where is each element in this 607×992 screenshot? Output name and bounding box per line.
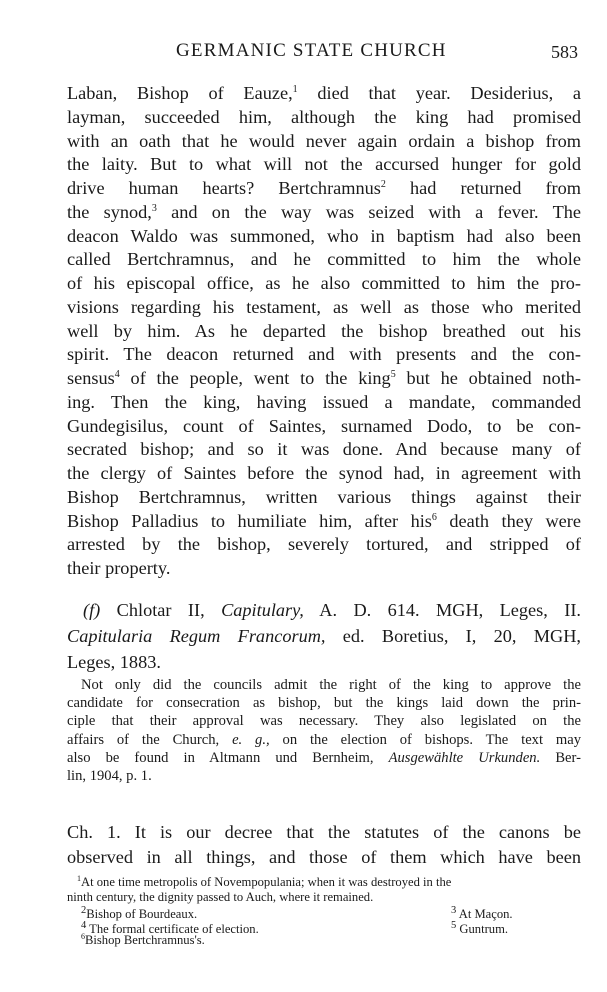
footnote-4: $^4$ The formal certificate of election.	[81, 919, 259, 936]
source-title: Capitularia Regum Francorum,	[67, 626, 326, 646]
footnote-ref[interactable]: 3	[151, 202, 157, 214]
text-line: visions regarding his testament, as well as those who merited	[67, 296, 581, 317]
text-line: drive human hearts? Bertchramnus$^2$ had returned from	[67, 178, 581, 198]
text-line: of his episcopal office, as he also committed to him the pro-	[67, 273, 581, 293]
text-line: layman, succeeded him, although the king had promised	[67, 106, 581, 127]
book-title: Ausgewählte Urkunden.	[388, 749, 541, 766]
footnote-5: $^5$ Guntrum.	[451, 919, 509, 936]
text-line: Bishop Palladius to humiliate him, after his$^6$ death they were	[67, 510, 581, 531]
intro-note	[67, 676, 581, 785]
footnotes	[67, 875, 581, 948]
body-paragraph	[67, 82, 581, 581]
text-line: Gundegisilus, count of Saintes, surnamed Dodo, to be con-	[67, 415, 581, 436]
text-line: sensus$^4$ of the people, went to the king$^5$ but he obtained noth-	[67, 368, 582, 388]
running-header	[0, 40, 607, 66]
footnote-1: $^1$At one time metropolis of Novempopulania; when it was destroyed in the	[77, 874, 452, 889]
text-line: the synod,$^3$ and on the way was seized with a fever. The	[67, 201, 581, 222]
text-line: Ch. 1. It is our decree that the statutes of the canons be	[67, 822, 581, 842]
heading-line: Capitularia Regum Francorum, ed. Boretius, I, 20, MGH,	[67, 626, 581, 646]
heading-line: (f) Chlotar II, Capitulary, A. D. 614. MGH, Leges, II.	[83, 600, 581, 620]
note-line: ciple that their approval was necessary. They also legislated on the	[67, 713, 581, 730]
running-title: GERMANIC STATE CHURCH	[176, 40, 447, 61]
text-line: with an oath that he would never again ordain a bishop from	[67, 130, 581, 151]
source-title: Capitulary,	[221, 600, 304, 620]
text-line: Laban, Bishop of Eauze,$^1$ died that year. Desiderius, a	[67, 83, 582, 103]
footnote-3: $^3$ At Maçon.	[451, 905, 513, 922]
text-line: ing. Then the king, having issued a mandate, commanded	[67, 391, 581, 412]
text-line: deacon Waldo was summoned, who in baptism had also been	[67, 225, 581, 246]
heading-line: Leges, 1883.	[67, 652, 161, 672]
note-line: lin, 1904, p. 1.	[67, 767, 152, 784]
note-line: affairs of the Church, e. g., on the election of bishops. The text may	[67, 731, 582, 748]
page-number: 583	[551, 42, 578, 62]
footnote-ref[interactable]: 4	[114, 369, 120, 380]
footnote-row	[67, 919, 581, 934]
text-line: well by him. As he departed the bishop breathed out his	[67, 320, 581, 341]
footnote-ref[interactable]: 6	[431, 511, 437, 523]
note-line: candidate for consecration as bishop, but the kings laid down the prin-	[67, 695, 581, 712]
decree-text	[67, 820, 581, 870]
text-line: observed in all things, and those of them which have been	[67, 847, 581, 867]
text-line: Bishop Bertchramnus, written various things against their	[67, 486, 581, 507]
text-line: spirit. The deacon returned and with presents and the con-	[67, 344, 581, 365]
section-heading	[67, 597, 581, 675]
footnote-1-cont: ninth century, the dignity passed to Auch, where it remained.	[67, 889, 374, 904]
footnote-ref[interactable]: 1	[292, 84, 298, 95]
footnote-ref[interactable]: 5	[390, 369, 396, 380]
text-line: the clergy of Saintes before the synod had, in agreement with	[67, 463, 581, 483]
footnote-ref[interactable]: 2	[380, 179, 386, 190]
footnote-6: $^6$Bishop Bertchramnus's.	[81, 932, 205, 948]
footnote-2: $^2$Bishop of Bourdeaux.	[81, 905, 198, 922]
text-line: the laity. But to what will not the accursed hunger for gold	[67, 154, 581, 175]
section-label: (f)	[83, 600, 101, 620]
text-line: their property.	[67, 558, 171, 578]
note-line: Not only did the councils admit the right of the king to approve the	[81, 677, 581, 693]
note-line: also be found in Altmann und Bernheim, Ausgewählte Urkunden. Ber-	[67, 749, 581, 766]
text-line: secrated bishop; and so it was done. And because many of	[67, 439, 581, 460]
footnote-row	[67, 904, 581, 922]
text-line: called Bertchramnus, and he committed to him the whole	[67, 249, 581, 270]
text-line: arrested by the bishop, severely tortured, and stripped of	[67, 534, 581, 555]
